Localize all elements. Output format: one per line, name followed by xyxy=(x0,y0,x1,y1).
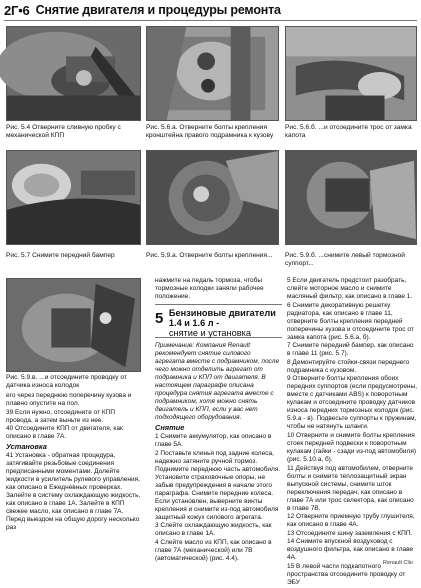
section-subtitle: снятие и установка xyxy=(168,328,251,338)
paragraph: 40 Отсоедините КПП от двигателя, как описано в главе 7А. xyxy=(6,425,123,441)
paragraph: 3 Слейте охлаждающую жидкость, как описано в главе 1А. xyxy=(155,522,272,538)
page-number: 2Г•6 xyxy=(4,2,30,18)
paragraph: его через переднюю поперечину кузова и плавно опустите на пол. xyxy=(6,392,132,407)
caption-drain-plug: Рис. 5.4 Отверните сливную пробку с механической КПП xyxy=(6,124,121,139)
paragraph: 4 Слейте масло из КПП, как описано в главе 7А (механической) или 7В (автоматической) (рис. 4.4). xyxy=(155,538,272,562)
bumper-photo-icon xyxy=(7,151,140,244)
paragraph: 13 Отсоедините шину заземления с КПП. xyxy=(287,529,413,537)
drain-plug-photo-icon xyxy=(7,27,140,120)
page-header xyxy=(0,0,421,20)
photo-hood-cable xyxy=(285,26,417,121)
caption-engine-mount: Рис. 5.6.а. Отверните болты крепления кронштейна правого подрамника к кузову xyxy=(146,124,274,139)
middle-column-top xyxy=(155,277,282,302)
section-title: Бензиновые двигатели 1.4 и 1.6 л - xyxy=(168,308,276,328)
engine-mount-photo-icon xyxy=(147,27,278,120)
paragraph: 14 Снимите впускной воздуховод с воздушного фильтра, как описано в главе 4А. xyxy=(287,538,414,562)
caption-bolts: Рис. 5.9.а. Отверните болты крепления... xyxy=(146,252,273,259)
paragraph: 2 Поставьте клинья под задние колеса, надежно затяните ручной тормоз. Поднимите переднюю часть автомобиля. Установите страховочные опоры, не забыв предупреждения в начале этого параграфа. Снимите передние колеса. Если установлен, выверните винты крепления и снимите из-под автомобиля защитный кожух силового агрегата. xyxy=(155,449,281,521)
footer-book-title: Renault Clio xyxy=(383,560,413,566)
section-heading xyxy=(155,304,282,338)
paragraph: 39 Если нужно, отсоедините от КПП провода, а затем выньте из нее. xyxy=(6,408,115,424)
paragraph: 7 Снимите передний бампер, как описано в главе 11 (рис. 5.7). xyxy=(287,342,414,358)
photo-engine-mount xyxy=(146,26,279,121)
photo-caliper xyxy=(285,150,417,245)
page-title: Снятие двигателя и процедуры ремонта xyxy=(35,3,281,17)
note-paragraph: Примечание: Компания Renault рекомендует снятие силового агрегата вместе с подрамником, после чего можно отделить агрегат от подрамника и КПП от двигателя. В настоящем параграфе описана процедура снятия агрегата вместе с подрамником, хотя можно снять двигатель и КПП, если у вас нет подходящего оборудования. xyxy=(155,342,280,421)
paragraph: 1 Снимите аккумулятор, как описано в главе 5А. xyxy=(155,433,272,448)
caliper-photo-icon xyxy=(286,151,416,244)
caption-hood-cable: Рис. 5.6.б. ...и отсоедините трос от замка капота xyxy=(285,124,412,139)
paragraph: 11 Действуя под автомобилем, отверните болты и снимите теплозащитный экран выпускной системы, снимите шток переключения передач, как описано в главе 7А или трос селектора, как описано в главе 7В. xyxy=(287,464,414,512)
header-divider xyxy=(4,20,417,21)
paragraph: 15 В левой части подкапотного пространства отсоедините проводку от ЭБУ xyxy=(287,562,406,586)
photo-drain-plug xyxy=(6,26,141,121)
paragraph: нажмите на педаль тормоза, чтобы тормозные колодки заняли рабочее положение. xyxy=(155,277,264,300)
heading-removal: Снятие xyxy=(155,423,185,432)
middle-column xyxy=(155,342,282,563)
paragraph: 9 Отверните болты крепления обоих передних суппортов (если предусмотрены, вместе с датчиками ABS) к поворотным кулакам и отсоедините проводку датчиков износа передних тормозных колодок (рис. 5.9.а - в). Подвесьте суппорты к пружинам, чтобы не натянуть шланги. xyxy=(287,375,417,431)
paragraph: 12 Отверните приемную трубу глушителя, как описано в главе 4А. xyxy=(287,513,415,529)
paragraph: 8 Демонтируйте стойки-связи переднего подрамника с кузовом. xyxy=(287,358,410,374)
caption-caliper: Рис. 5.9.б. ...снимите левый тормозной суппорт... xyxy=(285,252,405,267)
right-column xyxy=(287,277,417,588)
pad-sensor-photo-icon xyxy=(7,279,140,371)
paragraph: 41 Установка - обратная процедура, затягивайте резьбовые соединения предписанными моментами. Долейте жидкости в усилитель рулевого управления, как описано в Ежедневных проверках. Залейте в систему охлаждающую жидкость, как описано в главе 1А. Залейте в КПП свежее масло, как описано в главе 7А. Перед выездом на общую дорогу несколько раз xyxy=(6,452,141,532)
photo-bolts xyxy=(146,150,279,245)
caption-pad-sensor: Рис. 5.9.в. ...и отсоедините проводку от датчика износа колодок xyxy=(6,374,127,389)
hood-cable-photo-icon xyxy=(286,27,416,120)
paragraph: 5 Если двигатель предстоит разобрать, слейте моторное масло и снимите масляный фильтр, как описано в главе 1. xyxy=(287,277,413,300)
bolts-photo-icon xyxy=(147,151,278,244)
paragraph: 6 Снимите декоративную решетку радиатора, как описано в главе 11, отверните болты крепления передней поперечины кузова и отсоедините трос от замка капота (рис. 5.6.а, б). xyxy=(287,301,414,341)
photo-bumper xyxy=(6,150,141,245)
section-number: 5 xyxy=(155,310,164,327)
caption-bumper: Рис. 5.7 Снимите передний бампер xyxy=(6,252,115,259)
heading-installation: Установка xyxy=(6,442,47,452)
photo-pad-sensor xyxy=(6,278,141,372)
left-column xyxy=(6,392,142,533)
paragraph: 10 Отверните и снимите болты крепления стоек передней подвески к поворотным кулакам (гайки - сзади из-под автомобиля) (рис. 5.10.а, б). xyxy=(287,431,416,463)
